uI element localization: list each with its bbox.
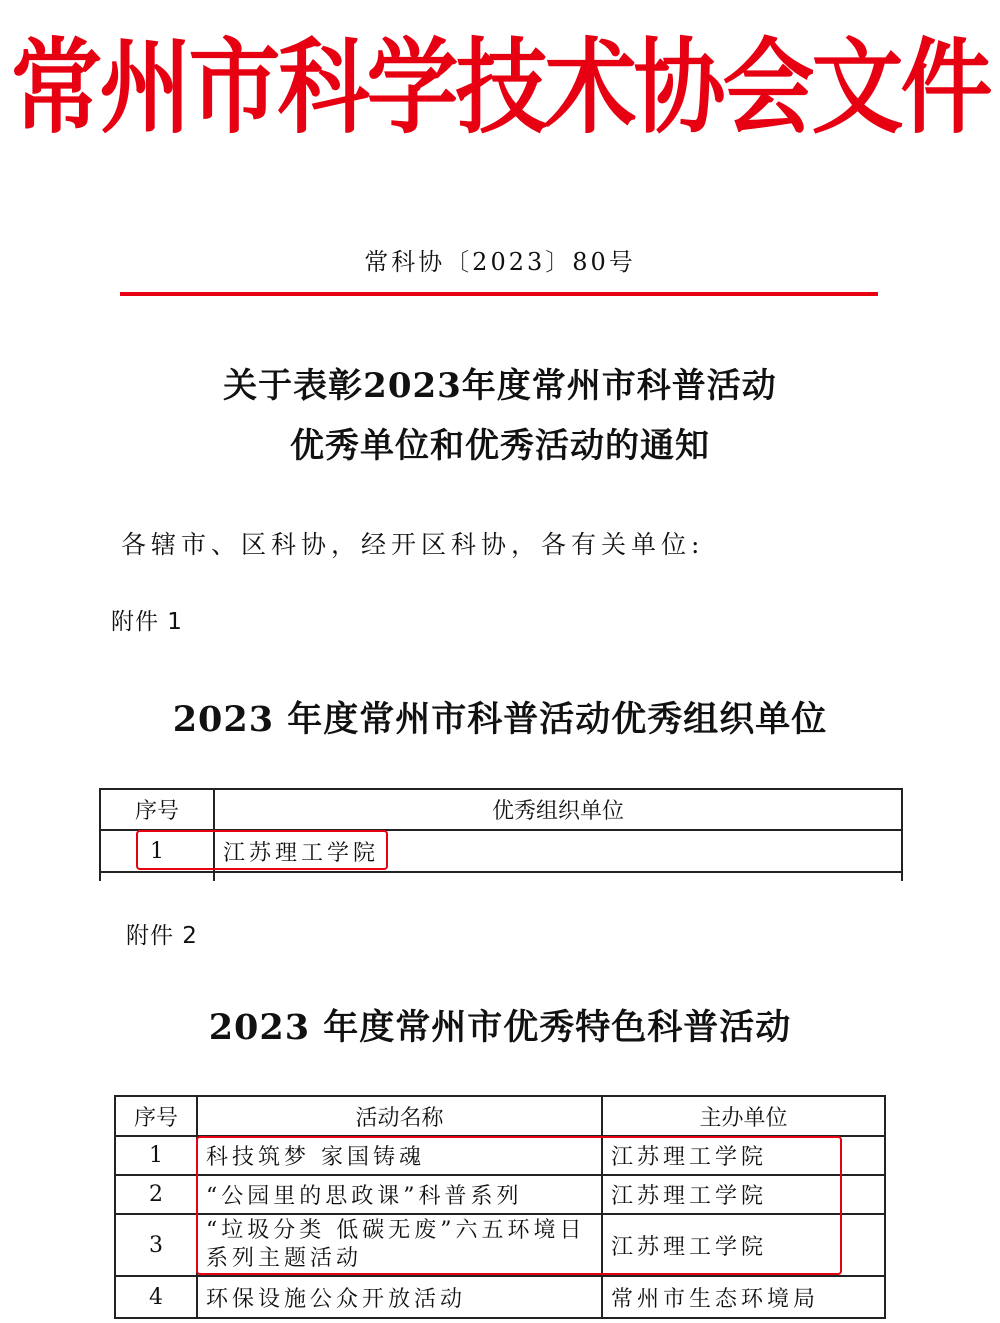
column-header-host: 主办单位 — [602, 1096, 885, 1136]
row-activity: 科技筑梦 家国铸魂 — [197, 1136, 602, 1175]
notice-title-line-1: 关于表彰2023年度常州市科普活动 — [223, 366, 777, 406]
table-header-row — [100, 789, 902, 830]
row-number: 4 — [115, 1276, 197, 1318]
row-host: 江苏理工学院 — [602, 1136, 885, 1175]
row-number: 2 — [115, 1175, 197, 1214]
notice-title-line-2: 优秀单位和优秀活动的通知 — [290, 426, 710, 466]
row-number: 3 — [115, 1214, 197, 1276]
annex-2-heading: 2023 年度常州市优秀特色科普活动 — [208, 1007, 792, 1048]
salutation: 各辖市、区科协，经开区科协，各有关单位: — [121, 530, 705, 559]
annex-1-heading: 2023 年度常州市科普活动优秀组织单位 — [172, 699, 828, 740]
annex-1-label: 附件 1 — [111, 609, 183, 635]
table-header-row — [115, 1096, 885, 1136]
row-number: 1 — [115, 1136, 197, 1175]
row-host: 江苏理工学院 — [602, 1175, 885, 1214]
column-header-number: 序号 — [115, 1096, 197, 1136]
row-activity: “公园里的思政课”科普系列 — [197, 1175, 602, 1214]
row-activity: “垃圾分类 低碳无废”六五环境日系列主题活动 — [197, 1214, 602, 1276]
column-header-activity: 活动名称 — [197, 1096, 602, 1136]
column-header-number: 序号 — [100, 789, 214, 830]
column-header-unit: 优秀组织单位 — [214, 789, 902, 830]
annex-2-label: 附件 2 — [126, 923, 198, 949]
document-number: 常科协〔2023〕80号 — [364, 248, 636, 276]
row-unit: 江苏理工学院 — [214, 830, 902, 872]
red-highlight-box — [196, 1136, 842, 1275]
row-host: 江苏理工学院 — [602, 1214, 885, 1276]
row-activity: 环保设施公众开放活动 — [197, 1276, 602, 1318]
document-masthead: 常州市科学技术协会文件 — [10, 26, 990, 148]
table-row — [100, 872, 902, 881]
table-row — [115, 1276, 885, 1318]
row-host: 常州市生态环境局 — [602, 1276, 885, 1318]
row-number: 1 — [100, 830, 214, 872]
red-highlight-box — [136, 830, 388, 870]
red-divider-line — [120, 292, 878, 296]
